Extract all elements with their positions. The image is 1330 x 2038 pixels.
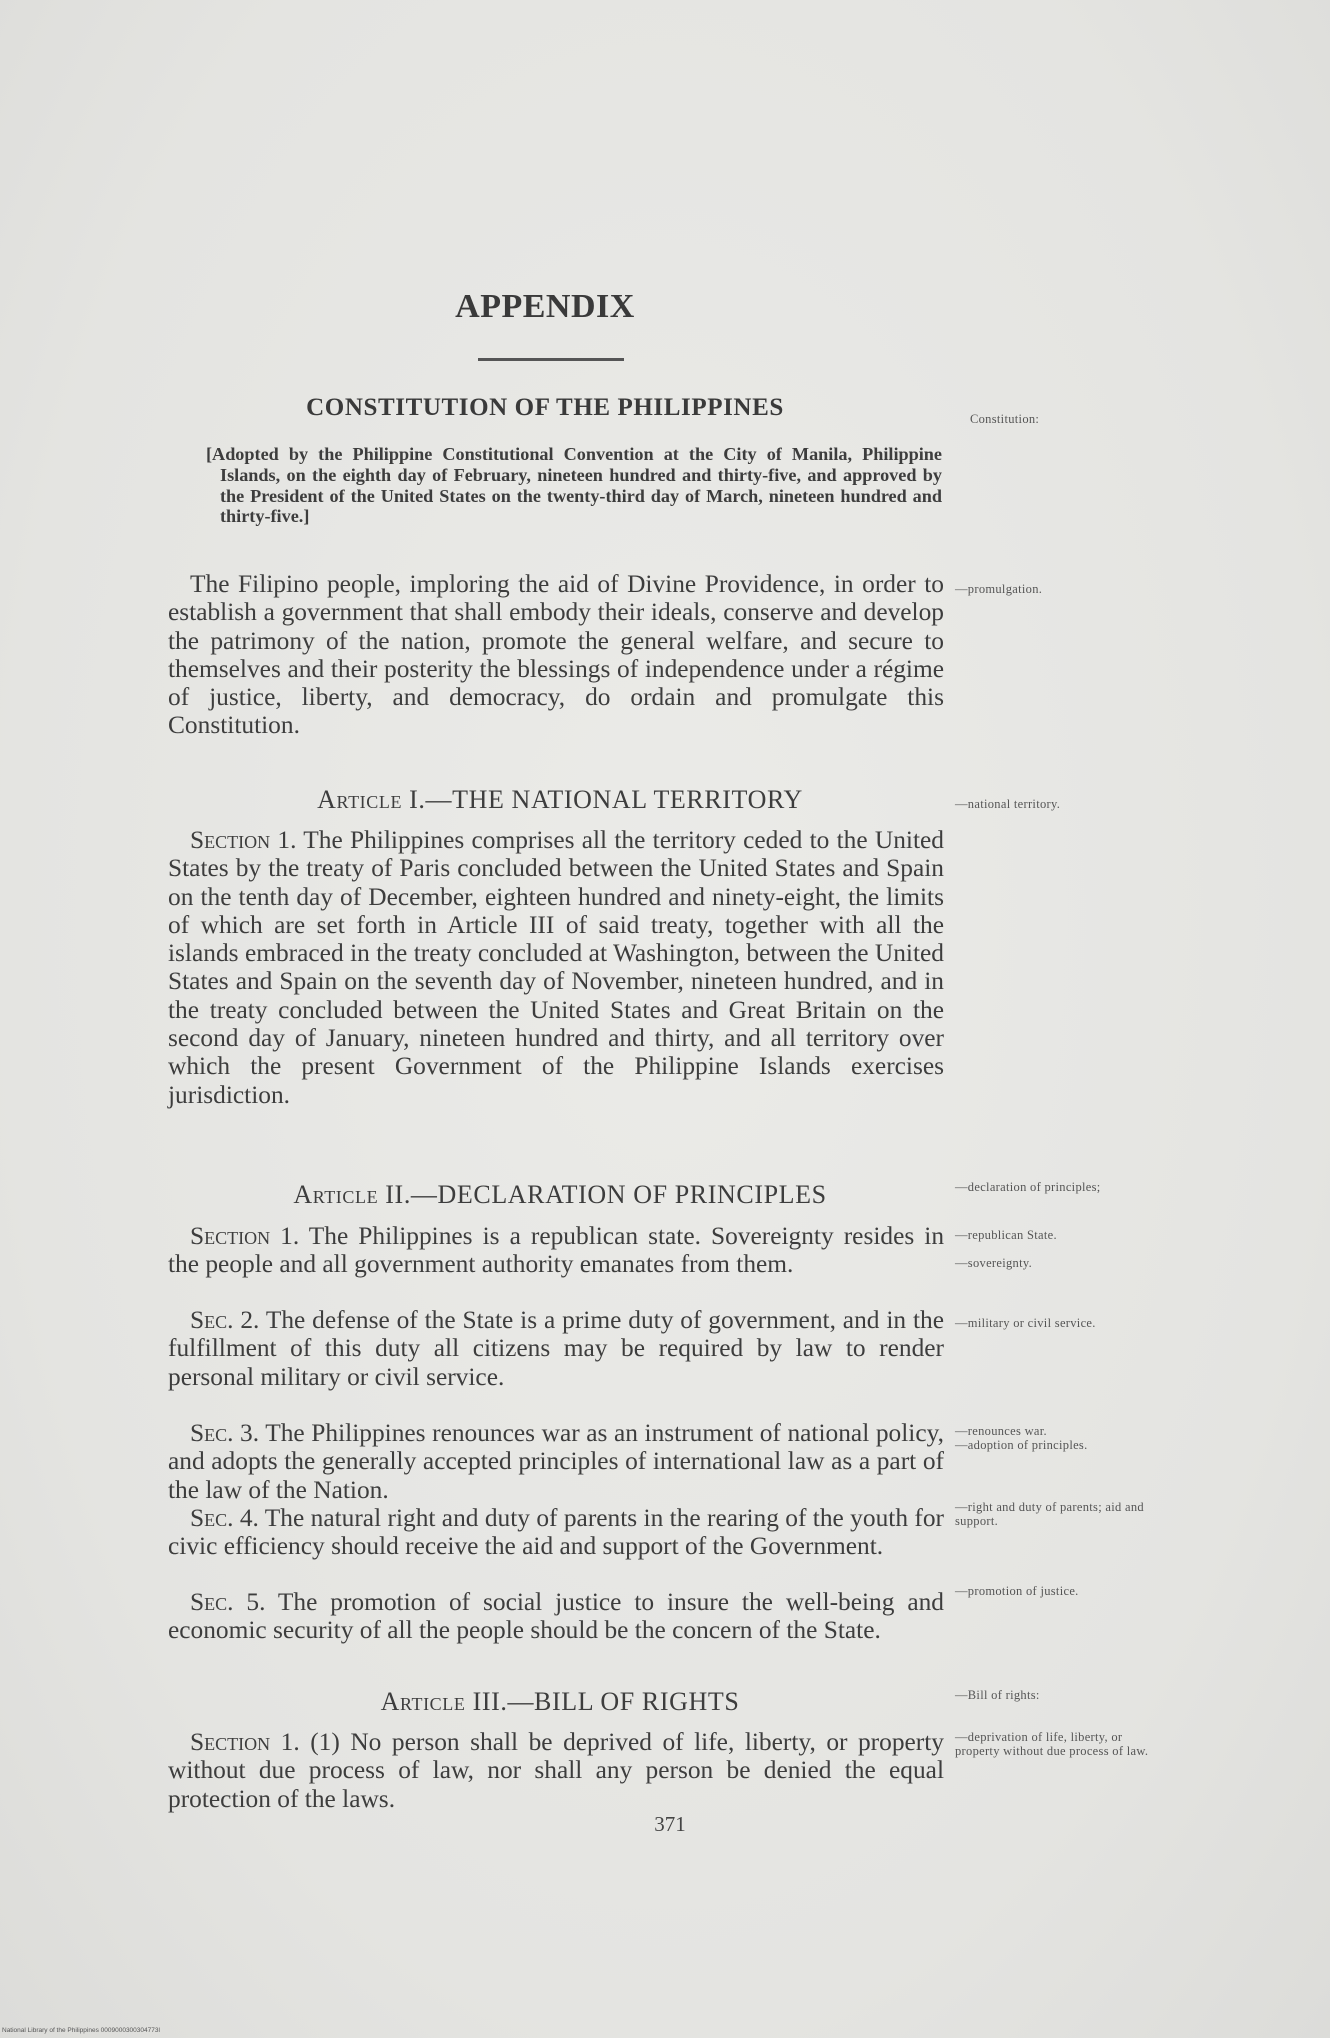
preamble: The Filipino people, imploring the aid of Divine Providence, in order to establish a government that shall embody their ideals, conserve and develop the patrimony of the nation, promote the general welfare, and secure to themselves and their posterity the blessings of independence under a régime of justice, liberty, and democracy, do ordain and promulgate this Constitution.	[168, 570, 944, 740]
article-2-label: Article II	[293, 1180, 404, 1209]
section-label: Sec. 2.	[190, 1306, 260, 1334]
section-text: The promotion of social justice to insure the well-being and economic security of all the people should be the concern of the State.	[168, 1588, 944, 1645]
section-text: The Philippines is a republican state. Sovereignty resides in the people and all government authority emanates from them.	[168, 1222, 945, 1279]
section-text: The natural right and duty of parents in the rearing of the youth for civic efficiency should receive the aid and support of the Government.	[168, 1504, 944, 1561]
margin-note-declaration: —declaration of principles;	[955, 1180, 1101, 1194]
page-number: 371	[654, 1812, 686, 1836]
adoption-note: [Adopted by the Philippine Constitutional Convention at the City of Manila, Philippine Islands, on the eighth day of February, nineteen hundred and thirty-five, and approved by the President of the United States on the twenty-third day of March, nineteen hundred and thirty-five.]	[206, 444, 942, 527]
margin-note-sovereignty: —sovereignty.	[955, 1256, 1033, 1270]
section-label: Sec. 3.	[190, 1419, 260, 1447]
margin-note-renounces: —renounces war.	[955, 1424, 1047, 1438]
margin-note-deprivation: —deprivation of life, liberty, or property without due process of law.	[955, 1730, 1149, 1758]
section-text: The defense of the State is a prime duty of government, and in the fulfillment of this duty all citizens may be required by law to render personal military or civil service.	[168, 1306, 944, 1391]
margin-note-promulgation: —promulgation.	[955, 582, 1043, 596]
article-2-heading	[160, 1180, 960, 1210]
section-label: Section 1.	[190, 1728, 300, 1756]
footer-credit: National Library of the Philippines 0009000300304773l	[2, 2027, 160, 2034]
section-label: Section 1.	[190, 826, 297, 854]
section-text: The Philippines comprises all the territory ceded to the United States by the treaty of Paris concluded between the United States and Spain on the tenth day of December, eighteen hundred and ninety-eight, the limits of which are set forth in Article III of said treaty, together with all the islands embraced in the treaty concluded at Washington, between the United States and Spain on the seventh day of November, nineteen hundred, and in the treaty concluded between the United States and Great Britain on the second day of January, nineteen hundred and thirty, and all territory over which the present Government of the Philippine Islands exercises jurisdiction.	[168, 826, 944, 1109]
article-1-heading	[160, 785, 960, 815]
article-1-title: .—THE NATIONAL TERRITORY	[418, 785, 803, 814]
section-label: Sec. 4.	[190, 1504, 259, 1532]
margin-note-republican: —republican State.	[955, 1228, 1057, 1242]
section-text: (1) No person shall be deprived of life, liberty, or property without due process of law, nor shall any person be denied the equal protection of the laws.	[168, 1728, 945, 1813]
margin-note-constitution: Constitution:	[970, 412, 1040, 426]
article-2-section-3	[168, 1419, 944, 1504]
constitution-heading: CONSTITUTION OF THE PHILIPPINES	[306, 394, 784, 421]
article-3-section-1	[168, 1728, 944, 1813]
article-3-label: Article III	[380, 1687, 501, 1716]
article-1-section-1	[168, 826, 944, 1109]
margin-note-bill-of-rights: —Bill of rights:	[955, 1688, 1040, 1702]
section-label: Section 1.	[190, 1222, 300, 1250]
margin-note-adoption: —adoption of principles.	[955, 1438, 1088, 1452]
article-2-section-1	[168, 1222, 944, 1279]
margin-note-right-duty: —right and duty of parents; aid and support.	[955, 1500, 1144, 1528]
margin-note-national-territory: —national territory.	[955, 797, 1061, 811]
article-2-section-4	[168, 1504, 944, 1561]
article-3-heading	[160, 1687, 960, 1717]
margin-note-military: —military or civil service.	[955, 1316, 1096, 1330]
article-2-title: .—DECLARATION OF PRINCIPLES	[403, 1180, 827, 1209]
section-text: The Philippines renounces war as an instrument of national policy, and adopts the generally accepted principles of international law as a part of the law of the Nation.	[168, 1419, 944, 1504]
article-1-label: Article I	[317, 785, 419, 814]
section-label: Sec. 5.	[190, 1588, 266, 1616]
appendix-title: APPENDIX	[455, 288, 635, 325]
title-rule	[478, 358, 624, 361]
article-3-title: .—BILL OF RIGHTS	[500, 1687, 740, 1716]
article-2-section-2	[168, 1306, 944, 1391]
article-2-section-5	[168, 1588, 944, 1645]
margin-note-social-justice: —promotion of justice.	[955, 1584, 1079, 1598]
